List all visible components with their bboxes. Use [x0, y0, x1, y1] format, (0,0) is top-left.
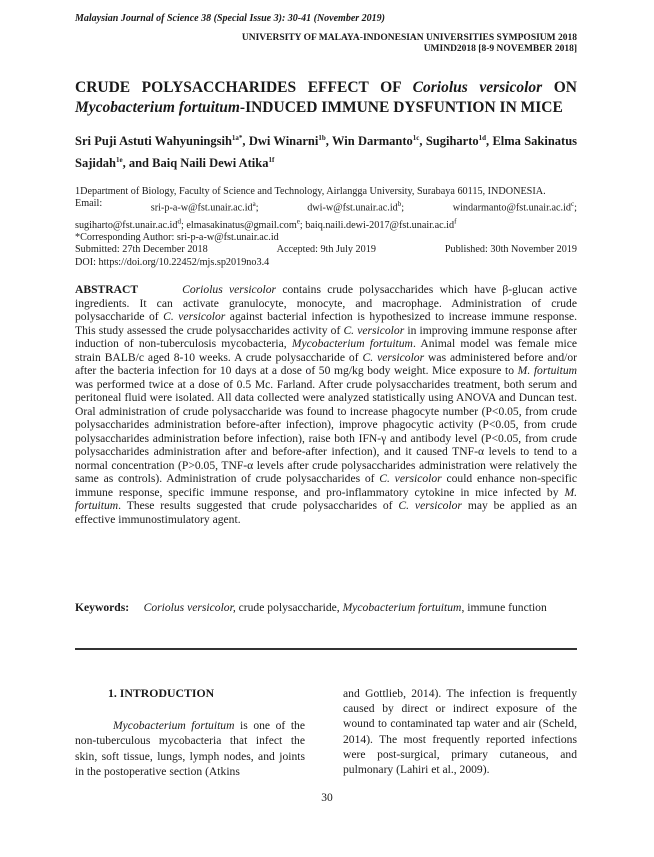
department: 1Department of Biology, Faculty of Science and Technology, Airlangga University, Surabaya 60115, INDONESIA. [75, 186, 546, 197]
title-part: -INDUCED IMMUNE DYSFUNTION IN MICE [239, 99, 563, 116]
submitted-date: Submitted: 27th December 2018 [75, 244, 208, 256]
dates-row [75, 244, 577, 256]
left-column [75, 686, 305, 779]
abstract-label: ABSTRACT [75, 283, 139, 296]
email-link[interactable]: elmasakinatus@gmail.com$^e$; [186, 217, 303, 231]
title-species: Coriolus versicolor [412, 79, 543, 96]
section-divider [75, 648, 577, 650]
keywords-label: Keywords: [75, 601, 130, 614]
keywords: Keywords: Coriolus versicolor, crude polysaccharide, Mycobacterium fortuitum, immune function [75, 601, 547, 614]
title-part: ON [542, 79, 577, 96]
author: Dwi Winarni$^{1b}$, [248, 134, 332, 149]
email-link[interactable]: $baiq.naili.dewi-2017@fst.unair.ac.id^f$ [305, 217, 457, 231]
email-link[interactable]: dwi-$w@fst.unair.ac.id^b$; [307, 200, 405, 214]
email-link[interactable]: sri-$p-a-w@fst.unair.ac.id^a$; [150, 200, 259, 214]
corresponding-author: *Corresponding Author: sri-p-a-w@fst.unair.ac.id [75, 232, 279, 243]
title-part: CRUDE POLYSACCHARIDES EFFECT OF [75, 79, 413, 96]
email-label: Email: [75, 198, 103, 210]
journal-citation: Malaysian Journal of Science 38 (Special Issue 3): 30-41 (November 2019) [75, 13, 385, 24]
email-link[interactable]: $windarmanto@fst.unair.ac.id^c$; [452, 200, 577, 214]
doi-link[interactable]: DOI: https://doi.org/10.22452/mjs.sp2019no3.4 [75, 256, 270, 268]
author-list [75, 129, 577, 173]
author: Elma Sakinatus Sajidah$^{1e}$, and [75, 134, 578, 171]
intro-paragraph: Mycobacterium fortuitum is one of the non-tuberculous mycobacteria that infect the skin, soft tissue, lungs, lymph nodes, and joints in the postoperative section (Atkins [75, 719, 305, 778]
affiliation-block [75, 186, 577, 269]
page-number: 30 [321, 792, 333, 804]
email-row [75, 198, 577, 215]
author: Sri Puji Astuti Wahyuningsih$^{1a*}$, [75, 134, 249, 149]
paper-title [75, 78, 577, 118]
section-heading: 1. INTRODUCTION [108, 686, 215, 700]
symposium-header [242, 33, 577, 55]
symposium-date: UMIND2018 [8-9 NOVEMBER 2018] [423, 44, 577, 54]
intro-paragraph-continued: and Gottlieb, 2014). The infection is frequently caused by direct or indirect exposure of the wound to contaminated tap water and air (Scheld, 2014). The most frequently reported infections were post-surgical, primary cutaneous, and pulmonary (Lahiri et al., 2009). [343, 687, 577, 777]
title-species: Mycobacterium fortuitum [75, 99, 240, 116]
right-column [343, 686, 577, 777]
author: Baiq Naili Dewi Atika$^{1f}$ [152, 156, 275, 171]
published-date: Published: 30th November 2019 [444, 244, 577, 256]
email-link[interactable]: $sugiharto@fst.unair.ac.id^d$; [75, 217, 184, 231]
abstract: ABSTRACT Coriolus versicolor contains crude polysaccharides which have β-glucan active ingredients. It can activate granulocyte, monocyte, and macrophage. Administration of crude polysaccharide of C. versicolor against bacterial infection is hypothesized to increase immune response. This study assessed the crude polysaccharides activity of C. versicolor in improving immune response after induction of non-tuberculosis mycobacteria, Mycobacterium fortuitum. Animal model was female mice strain BALB/c aged 8-10 weeks. A crude polysaccharide of C. versicolor was administered before and/or after the bacteria infection for 10 days at a dose of 50 mg/kg body weight. Mice exposure to M. fortuitum was performed twice at a dose of 0.5 Mc. Farland. After crude polysaccharides treatment, both serum and peritoneal fluid were isolated. All data collected were analyzed statistically using ANOVA and Duncan test. Oral administration of crude polysaccharide was found to increase phagocyte number (P<0.05, from crude polysaccharides administration before-after infection), improve phagocytic activity (P<0.05, from crude polysaccharides administration before infection), raise both IFN-γ and antibody level (P<0.05, from crude polysaccharides administration after and before-after infection), and it caused TNF-α levels to tend to a normal concentration (P>0.05, TNF-α levels after crude polysaccharides administration were relatively the same as controls). Administration of crude polysaccharides of C. versicolor could enhance non-specific immune response, specific immune response, and pro-inflammatory cytokine in mice infected by M. fortuitum. These results suggested that crude polysaccharides of C. versicolor may be applied as an effective immunostimulatory agent. [75, 283, 578, 526]
author: Win Darmanto$^{1c}$, [331, 134, 426, 149]
accepted-date: Accepted: 9th July 2019 [276, 244, 376, 256]
symposium-name: UNIVERSITY OF MALAYA-INDONESIAN UNIVERSITIES SYMPOSIUM 2018 [241, 33, 577, 43]
email-row [75, 215, 577, 232]
author: Sugiharto$^{1d}$, [425, 134, 493, 149]
